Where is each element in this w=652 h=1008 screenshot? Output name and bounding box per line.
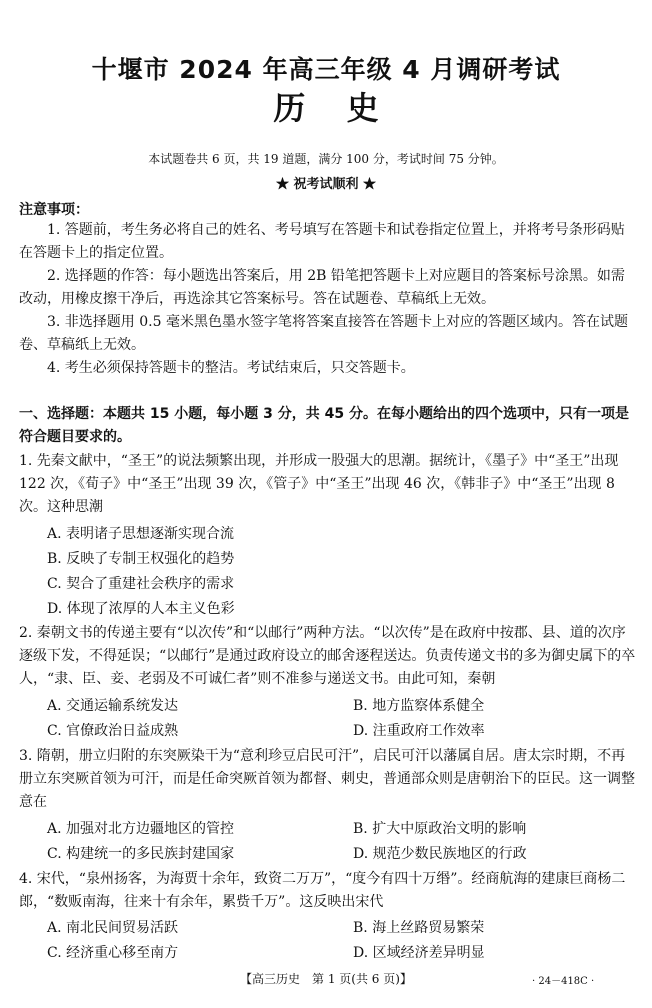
exam-title: 十堰市 2024 年高三年级 4 月调研考试: [91, 55, 561, 84]
section-heading: 一、选择题：本题共 15 小题，每小题 3 分，共 45 分。在每小题给出的四个选项中，只有一项是符合题目要求的。: [19, 406, 629, 445]
question-3-option-b: B. 扩大中原政治文明的影响: [353, 821, 527, 837]
notes-heading: 注意事项：: [19, 202, 89, 218]
question-1-option-a: A. 表明诸子思想逐渐实现合流: [47, 526, 235, 542]
question-2-option-c: C. 官僚政治日益成熟: [47, 723, 179, 739]
question-3-option-c: C. 构建统一的多民族封建国家: [47, 846, 235, 862]
question-4-option-a: A. 南北民间贸易活跃: [47, 920, 179, 936]
question-1-option-b: B. 反映了专制王权强化的趋势: [47, 551, 235, 567]
question-4-option-d: D. 区域经济差异明显: [353, 945, 485, 961]
question-4-option-c: C. 经济重心移至南方: [47, 945, 179, 961]
exam-info: 本试题卷共 6 页，共 19 道题，满分 100 分，考试时间 75 分钟。: [148, 152, 504, 166]
page-footer: 【高三历史 第 1 页(共 6 页)】: [240, 972, 412, 986]
question-4-stem: 4. 宋代，“泉州扬客，为海贾十余年，致资二万万”，“度今有四十万缗”。经商航海的建康巨商杨二郎，“数贩南海，往来十有余年，累赀千万”。这反映出宋代: [19, 871, 626, 910]
subject-title: 历 史: [273, 89, 379, 127]
paper-code: · 24－418C ·: [532, 976, 595, 987]
question-3-option-d: D. 规范少数民族地区的行政: [353, 846, 527, 862]
note-item: 4. 考生必须保持答题卡的整洁。考试结束后，只交答题卡。: [47, 360, 415, 376]
question-1-option-c: C. 契合了重建社会秩序的需求: [47, 576, 235, 592]
question-1-option-d: D. 体现了浓厚的人本主义色彩: [47, 601, 235, 617]
question-2-stem: 2. 秦朝文书的传递主要有“以次传”和“以邮行”两种方法。“以次传”是在政府中按郡、县、道的次序逐级下发，不得延误；“以邮行”是通过政府设立的邮舍逐程送达。负责传递文书的多为御史属下的卒人，“隶、臣、妾、老弱及不可诚仁者”则不准参与递送文书。由此可知，秦朝: [19, 625, 636, 687]
question-4-option-b: B. 海上丝路贸易繁荣: [353, 920, 485, 936]
question-2-option-d: D. 注重政府工作效率: [353, 723, 485, 739]
note-item: 2. 选择题的作答：每小题选出答案后，用 2B 铅笔把答题卡上对应题目的答案标号涂黑。如需改动，用橡皮擦干净后，再选涂其它答案标号。答在试题卷、草稿纸上无效。: [19, 268, 625, 307]
question-1-stem: 1. 先秦文献中，“圣王”的说法频繁出现，并形成一股强大的思潮。据统计，《墨子》中“圣王”出现 122 次，《荀子》中“圣王”出现 39 次，《管子》中“圣王”出现 46 次，《韩非子》中“圣王”出现 8 次。这种思潮: [19, 453, 619, 515]
question-2-option-b: B. 地方监察体系健全: [353, 698, 485, 714]
question-2-option-a: A. 交通运输系统发达: [47, 698, 179, 714]
question-3-stem: 3. 隋朝，册立归附的东突厥染干为“意利珍豆启民可汗”，启民可汗以藩属自居。唐太宗时期，不再册立东突厥首领为可汗，而是任命突厥首领为都督、刺史，普通部众则是唐朝治下的臣民。这一调整意在: [19, 748, 635, 810]
good-luck-line: ★ 祝考试顺利 ★: [275, 177, 377, 192]
note-item: 1. 答题前，考生务必将自己的姓名、考号填写在答题卡和试卷指定位置上，并将考号条形码贴在答题卡上的指定位置。: [19, 222, 625, 261]
question-3-option-a: A. 加强对北方边疆地区的管控: [47, 821, 235, 837]
note-item: 3. 非选择题用 0.5 毫米黑色墨水签字笔将答案直接答在答题卡上对应的答题区域内。答在试题卷、草稿纸上无效。: [19, 314, 628, 353]
